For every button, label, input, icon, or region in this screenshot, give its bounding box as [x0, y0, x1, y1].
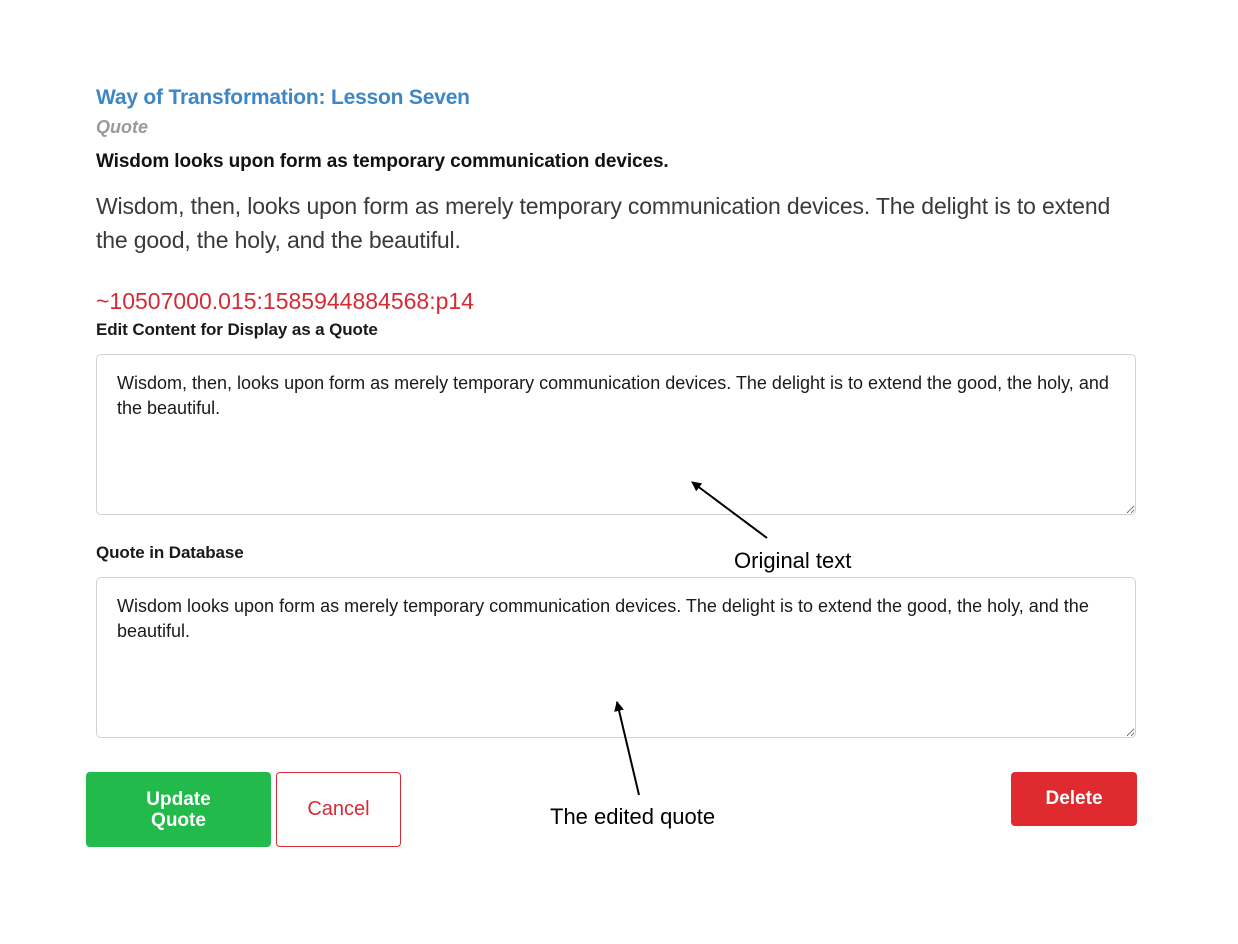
content-type-label: Quote	[96, 117, 148, 137]
delete-button[interactable]: Delete	[1011, 772, 1137, 826]
source-title-link[interactable]: Way of Transformation: Lesson Seven	[96, 86, 470, 109]
quote-body: Wisdom, then, looks upon form as merely temporary communication devices. The delight is to extend the good, the holy, and the beautiful.	[96, 193, 1111, 253]
annotation-edited-quote: The edited quote	[550, 804, 716, 829]
update-button-label-line2: Quote	[151, 809, 206, 831]
field-spacer	[96, 515, 1136, 541]
update-quote-button[interactable]	[86, 772, 271, 847]
annotation-original-text: Original text	[734, 548, 852, 573]
quote-editor	[96, 84, 1136, 738]
quote-key: ~10507000.015:1585944884568:p14	[96, 288, 474, 314]
database-field-label: Quote in Database	[96, 543, 244, 562]
cancel-button[interactable]: Cancel	[276, 772, 401, 847]
database-quote-input[interactable]	[96, 577, 1136, 738]
update-button-label-line1: Update	[146, 788, 211, 810]
quote-title: Wisdom looks upon form as temporary communication devices.	[96, 151, 669, 172]
original-field-label: Edit Content for Display as a Quote	[96, 320, 378, 339]
original-text-input[interactable]	[96, 354, 1136, 515]
